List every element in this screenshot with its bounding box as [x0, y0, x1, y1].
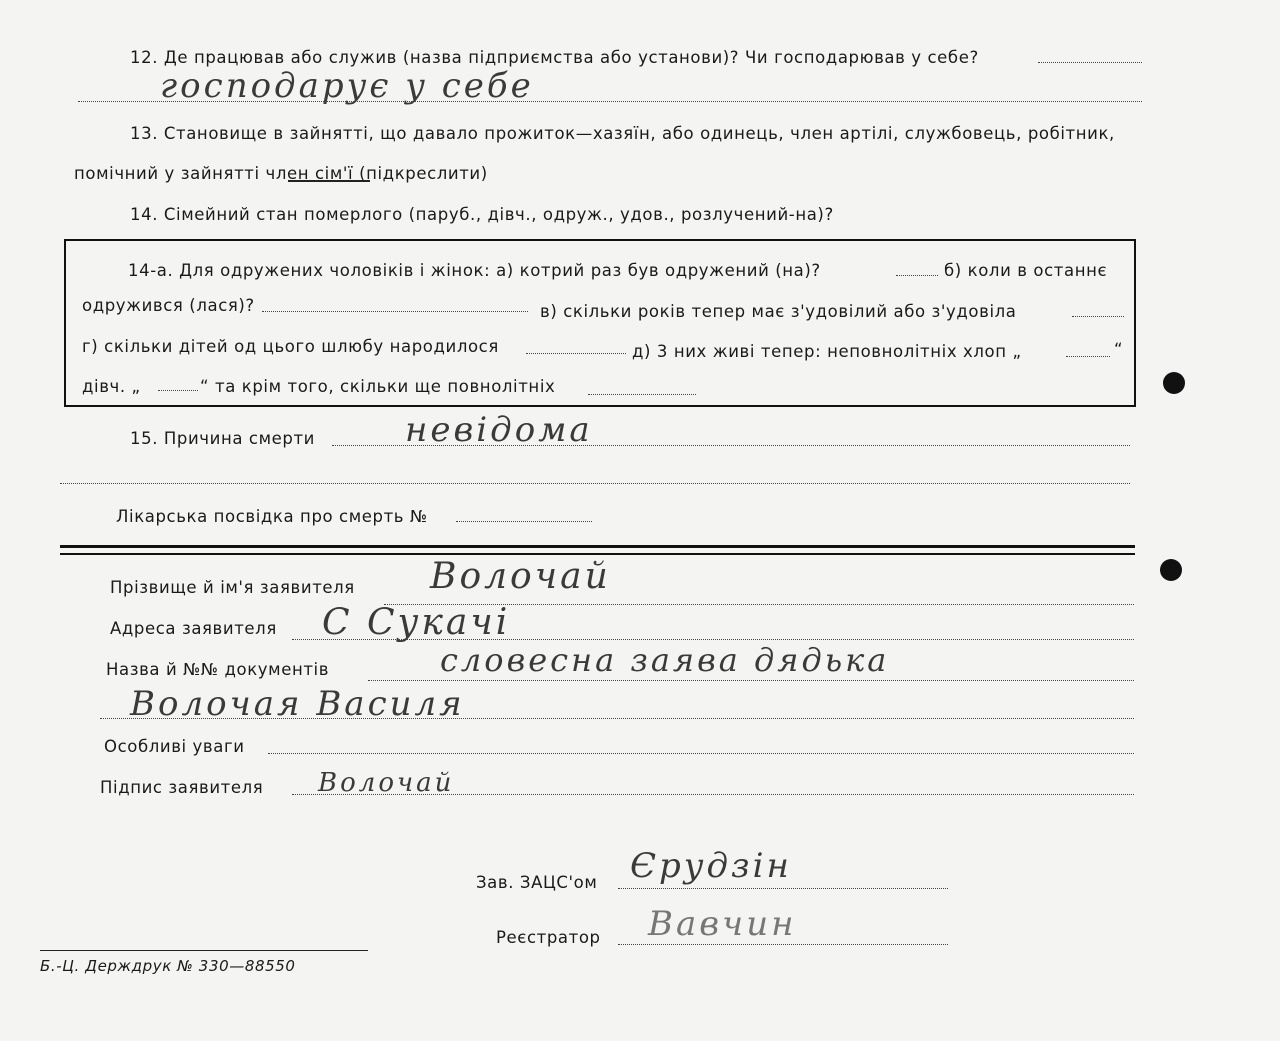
head-signature: Єрудзін: [630, 846, 792, 886]
q12-dotted-line: [1038, 62, 1142, 63]
applicant-address-handwritten: С Сукачі: [322, 602, 511, 643]
q14a-line4a: дівч. „: [82, 377, 141, 396]
q14-label: 14. Сімейний стан померлого (паруб., дівч., одруж., удов., розлучений-на)?: [130, 205, 834, 224]
q12-answer-handwritten: господарує у себе: [160, 66, 534, 106]
head-signature-line: [618, 888, 948, 889]
registrar-label: Реєстратор: [496, 928, 601, 947]
applicant-signature-label: Підпис заявителя: [100, 778, 264, 797]
printer-imprint: Б.-Ц. Держдрук № 330—88550: [40, 957, 296, 975]
q14a-dots-2: [262, 311, 528, 312]
medical-label: Лікарська посвідка про смерть №: [116, 507, 428, 526]
q14a-dots-6: [158, 390, 198, 391]
notes-line: [268, 753, 1134, 754]
q14a-line1b: б) коли в останнє: [944, 261, 1108, 280]
q14a-line2a: одружився (лася)?: [82, 296, 255, 315]
section-divider-top: [60, 545, 1135, 548]
applicant-signature-handwritten: Волочай: [318, 768, 455, 798]
q15-label: 15. Причина смерти: [130, 429, 315, 448]
binding-hole-lower: [1160, 559, 1182, 581]
q13-underline-mark: [288, 180, 370, 182]
footer-rule: [40, 950, 368, 951]
applicant-docs-line: [368, 680, 1134, 681]
q14a-line4b: “ та крім того, скільки ще повнолітніх: [200, 377, 556, 396]
notes-label: Особливі уваги: [104, 737, 245, 756]
q12-label: 12. Де працював або служив (назва підприємства або установи)? Чи господарював у себе?: [130, 48, 979, 67]
registrar-signature: Вавчин: [648, 904, 797, 944]
q13-label: 13. Становище в зайнятті, що давало прожиток—хазяїн, або одинець, член артілі, службовець, робітник,: [130, 124, 1115, 143]
head-label: Зав. ЗАЦС'ом: [476, 873, 598, 892]
q12-answer-line: [78, 101, 1142, 102]
q14a-line3c: “: [1114, 340, 1124, 359]
applicant-name-handwritten: Волочай: [430, 556, 611, 597]
q14a-line1a: 14-а. Для одружених чоловіків і жінок: а) котрий раз був одружений (на)?: [128, 261, 821, 280]
applicant-docs-line-2: [100, 718, 1134, 719]
applicant-docs-label: Назва й №№ документів: [106, 660, 330, 679]
binding-hole-upper: [1163, 372, 1185, 394]
applicant-address-label: Адреса заявителя: [110, 619, 277, 638]
q14a-line2b: в) скільки років тепер має з'удовілий або з'удовіла: [540, 302, 1017, 321]
q14a-dots-1: [896, 275, 938, 276]
q15-extra-line: [60, 483, 1130, 484]
q14a-dots-3: [1072, 316, 1124, 317]
q15-answer-handwritten: невідома: [405, 410, 593, 450]
registrar-signature-line: [618, 944, 948, 945]
section-divider-bottom: [60, 553, 1135, 555]
applicant-name-label: Прізвище й ім'я заявителя: [110, 578, 355, 597]
q13-label-continued: помічний у зайнятті член сім'ї (підкреслити): [74, 164, 488, 183]
q14a-dots-4: [526, 353, 626, 354]
q14a-dots-7: [588, 394, 696, 395]
applicant-docs-handwritten: словесна заява дядька: [440, 641, 890, 679]
q14a-dots-5: [1066, 356, 1110, 357]
medical-number-line: [456, 521, 592, 522]
applicant-docs-handwritten-2: Волочая Василя: [130, 684, 465, 724]
q14a-line3b: д) 3 них живі тепер: неповнолітніх хлоп „: [632, 342, 1022, 361]
q14a-line3a: г) скільки дітей од цього шлюбу народилося: [82, 337, 499, 356]
